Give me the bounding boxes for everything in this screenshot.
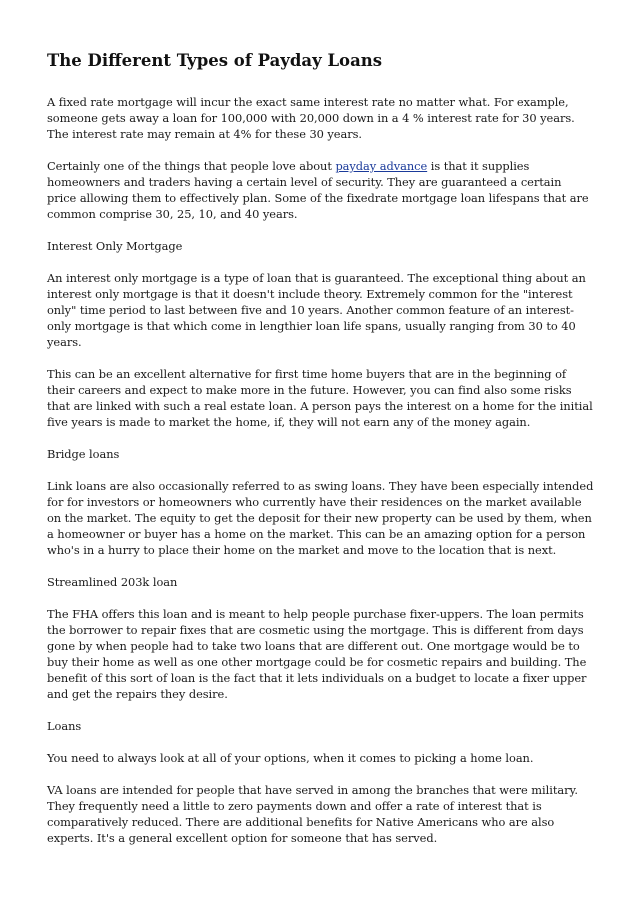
paragraph-interest-only: An interest only mortgage is a type of loan that is guaranteed. The exceptional thing about an interest only mortgage is that it doesn't include theory. Extremely common for the "interest only" time period to last between five and 10 years. Another common feature of an interest-only mortgage is that which come in lengthier loan life spans, usually ranging from 30 to 40 years. [47, 271, 586, 349]
heading-loans: Loans [47, 719, 82, 733]
paragraph-security-text-before: Certainly one of the things that people love about [47, 159, 336, 173]
paragraph-security-text-after: is that it supplies homeowners and traders having a certain level of security. They are guaranteed a certain price allowing them to effectively plan. Some of the fixedrate mortgage loan lifespans that are common comprise 30, 25, 10, and 40 years. [47, 159, 589, 221]
paragraph-options: You need to always look at all of your options, when it comes to picking a home loan. [47, 751, 534, 765]
paragraph-security [47, 158, 594, 222]
payday-advance-link[interactable]: payday advance [335, 159, 428, 173]
page-title: The Different Types of Payday Loans [47, 51, 383, 70]
paragraph-va-loans: VA loans are intended for people that have served in among the branches that were military. They frequently need a little to zero payments down and offer a rate of interest that is comparatively reduced. There are additional benefits for Native Americans who are also experts. It's a general excellent option for someone that has served. [47, 783, 578, 845]
paragraph-streamlined-203k: The FHA offers this loan and is meant to help people purchase fixer-uppers. The loan permits the borrower to repair fixes that are cosmetic using the mortgage. This is different from days gone by when people had to take two loans that are different out. One mortgage would be to buy their home as well as one other mortgage could be for cosmetic repairs and building. The benefit of this sort of loan is the fact that it lets individuals on a budget to locate a fixer upper and get the repairs they desire. [47, 607, 587, 701]
paragraph-first-time-buyers: This can be an excellent alternative for first time home buyers that are in the beginning of their careers and expect to make more in the future. However, you can find also some risks that are linked with such a real estate loan. A person pays the interest on a home for the initial five years is made to market the home, if, they will not earn any of the money again. [47, 367, 593, 429]
paragraph-bridge-loans: Link loans are also occasionally referred to as swing loans. They have been especially intended for for investors or homeowners who currently have their residences on the market available on the market. The equity to get the deposit for their new property can be used by them, when a homeowner or buyer has a home on the market. This can be an amazing option for a person who's in a hurry to place their home on the market and move to the location that is next. [47, 479, 594, 557]
heading-streamlined-203k: Streamlined 203k loan [47, 575, 178, 589]
heading-interest-only-mortgage: Interest Only Mortgage [47, 239, 183, 253]
heading-bridge-loans: Bridge loans [47, 447, 120, 461]
paragraph-fixed-rate: A fixed rate mortgage will incur the exact same interest rate no matter what. For example, someone gets away a loan for 100,000 with 20,000 down in a 4 % interest rate for 30 years. The interest rate may remain at 4% for these 30 years. [47, 95, 575, 141]
